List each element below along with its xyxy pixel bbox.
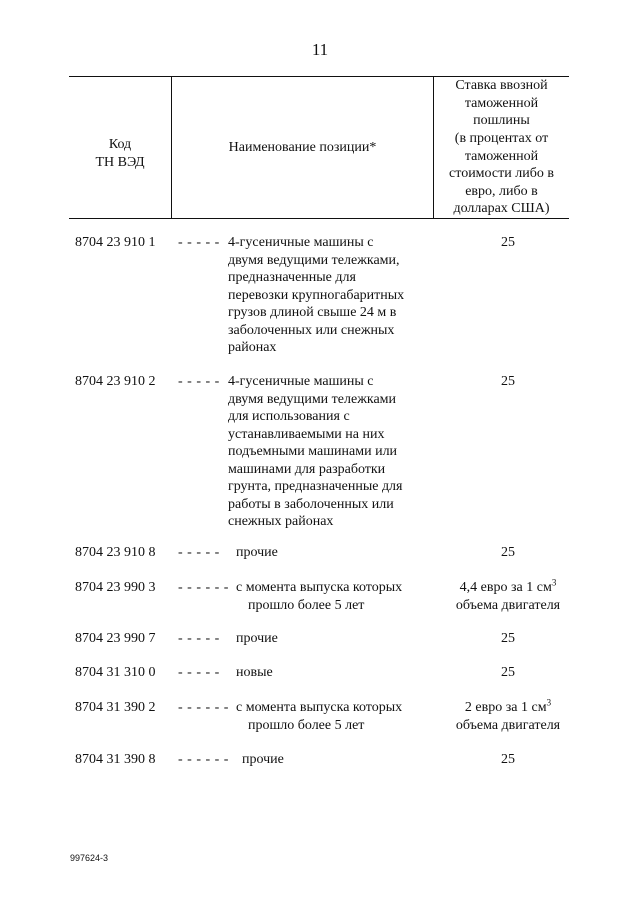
rate-line: 25 (501, 631, 515, 646)
rate-line: 25 (501, 545, 515, 560)
description-line: 4-гусеничные машины с (228, 235, 374, 250)
indent-dashes: - - - - - (178, 545, 220, 560)
rate-line: объема двигателя (455, 717, 561, 733)
duty-rate (438, 373, 578, 391)
duty-rate (438, 544, 578, 562)
description-line: грунта, предназначенные для (228, 479, 403, 494)
code-column-header (69, 77, 171, 218)
tariff-code: 8704 31 390 8 (75, 752, 156, 767)
duty-rate (438, 751, 578, 769)
item-description (236, 664, 456, 682)
description-line: районах (228, 340, 277, 355)
duty-rate (438, 699, 578, 734)
tariff-code: 8704 31 310 0 (75, 665, 156, 680)
rate-line (438, 579, 578, 597)
item-description (228, 373, 448, 531)
item-description (236, 579, 456, 614)
tariff-code: 8704 23 910 2 (75, 374, 156, 389)
item-description (228, 234, 448, 357)
rate-line: объема двигателя (455, 597, 561, 613)
description-line: прошло более 5 лет (248, 717, 365, 733)
duty-rate (438, 630, 578, 648)
description-line: подъемными машинами или (228, 444, 398, 459)
name-column-header (171, 77, 434, 218)
description-line: прошло более 5 лет (248, 597, 365, 613)
description-line: заболоченных или снежных (228, 322, 395, 338)
description-line: новые (236, 665, 273, 680)
description-line: с момента выпуска которых (236, 580, 403, 595)
indent-dashes: - - - - - - (178, 700, 229, 715)
description-line: устанавливаемыми на них (228, 426, 385, 442)
duty-rate (438, 664, 578, 682)
rate-value-text: 2 евро за 1 см (464, 700, 547, 715)
superscript-exponent: 3 (546, 697, 552, 708)
code-header-label: Код ТН ВЭД (95, 137, 145, 170)
description-line: перевозки крупногабаритных (228, 287, 405, 303)
item-description (242, 751, 462, 769)
rate-line: 25 (501, 752, 515, 767)
description-line: прочие (236, 545, 278, 560)
indent-dashes: - - - - - (178, 665, 220, 680)
page-number: 11 (311, 40, 329, 59)
rate-column-header (434, 77, 569, 218)
item-description (236, 699, 456, 734)
item-description (236, 630, 456, 648)
tariff-code: 8704 23 990 3 (75, 580, 156, 595)
description-line: двумя ведущими тележками, (228, 252, 400, 268)
document-footer-code: 997624-3 (70, 853, 109, 863)
tariff-code: 8704 23 910 1 (75, 235, 156, 250)
description-line: снежных районах (228, 514, 334, 529)
indent-dashes: - - - - - - (178, 580, 229, 595)
rate-line: 25 (501, 235, 515, 250)
item-description (236, 544, 456, 562)
rate-line (438, 699, 578, 717)
rate-header-label: Ставка ввозной таможенной пошлины (в процентах от таможенной стоимости либо в евро, либо в долларах США) (449, 78, 554, 217)
description-line: работы в заболоченных или (228, 496, 394, 512)
tariff-code: 8704 23 990 7 (75, 631, 156, 646)
indent-dashes: - - - - - - (178, 752, 229, 767)
tariff-code: 8704 31 390 2 (75, 700, 156, 715)
duty-rate (438, 579, 578, 614)
description-line: с момента выпуска которых (236, 700, 403, 715)
description-line: грузов длиной свыше 24 м в (228, 305, 397, 320)
description-line: машинами для разработки (228, 461, 386, 477)
description-line: предназначенные для (228, 270, 356, 285)
description-line: двумя ведущими тележками (228, 391, 397, 407)
rate-line: 25 (501, 374, 515, 389)
tariff-code: 8704 23 910 8 (75, 545, 156, 560)
name-header-label: Наименование позиции* (228, 139, 377, 155)
indent-dashes: - - - - - (178, 374, 220, 389)
table-header (69, 76, 569, 219)
description-line: 4-гусеничные машины с (228, 374, 374, 389)
rate-value-text: 4,4 евро за 1 см (459, 580, 552, 595)
indent-dashes: - - - - - (178, 235, 220, 250)
duty-rate (438, 234, 578, 252)
description-line: для использования с (228, 409, 350, 424)
description-line: прочие (236, 631, 278, 646)
description-line: прочие (242, 752, 284, 767)
indent-dashes: - - - - - (178, 631, 220, 646)
rate-line: 25 (501, 665, 515, 680)
superscript-exponent: 3 (551, 577, 557, 588)
